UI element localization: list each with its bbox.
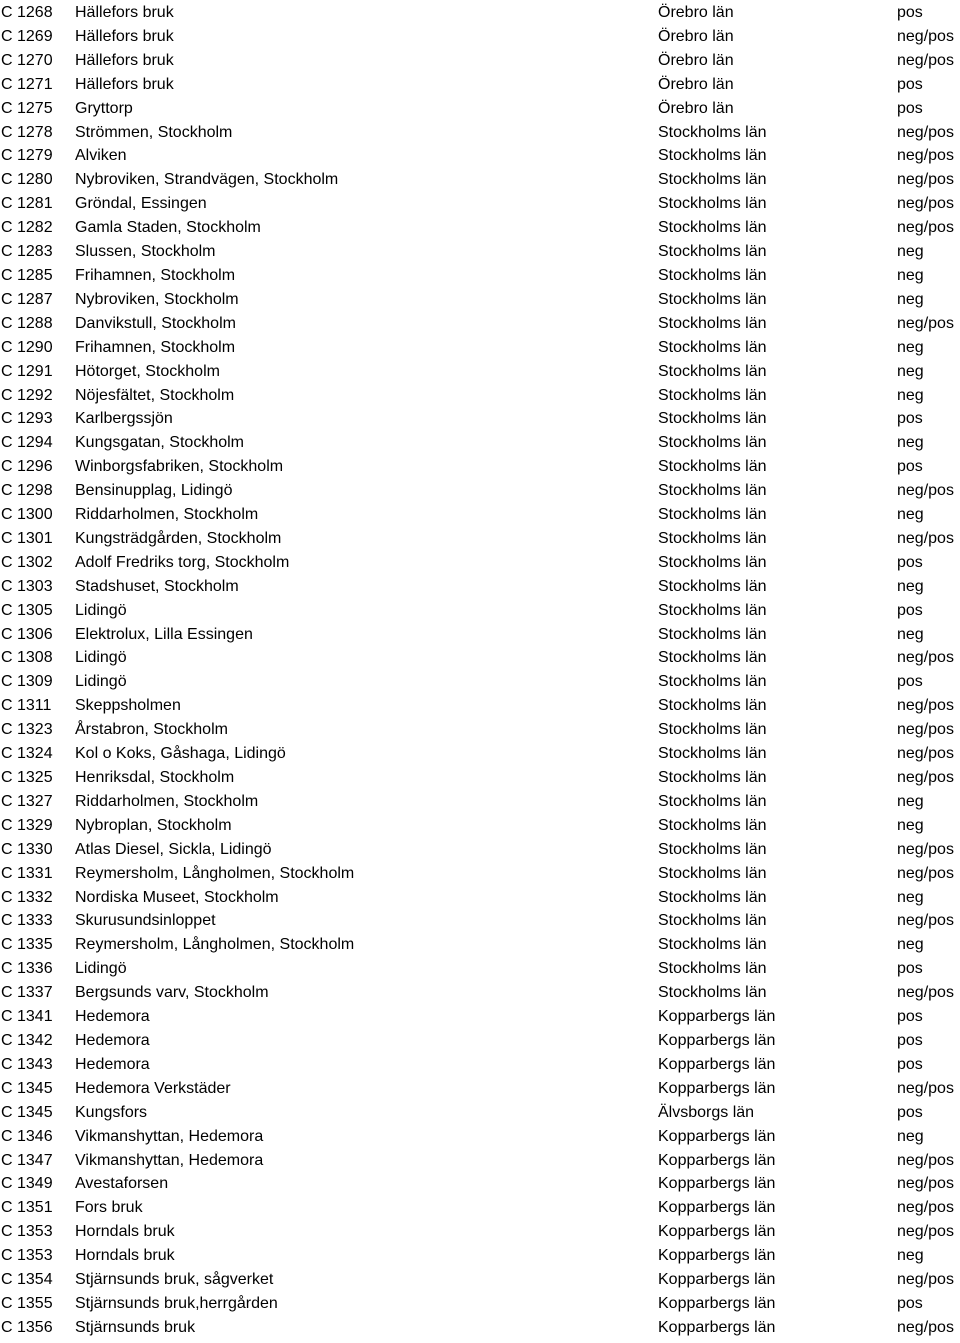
- list-item: [0, 981, 960, 1005]
- place-name: Strömmen, Stockholm: [75, 123, 233, 141]
- status-value: neg/pos: [897, 1318, 954, 1336]
- place-name: Nybroplan, Stockholm: [75, 816, 232, 834]
- county-name: Stockholms län: [658, 219, 767, 237]
- list-item: [0, 312, 960, 336]
- status-value: neg/pos: [897, 840, 954, 858]
- county-name: Örebro län: [658, 99, 734, 117]
- catalog-code: C 1332: [1, 888, 53, 906]
- place-name: Gamla Staden, Stockholm: [75, 219, 261, 237]
- status-value: pos: [897, 673, 923, 691]
- list-item: [0, 670, 960, 694]
- catalog-code: C 1282: [1, 219, 53, 237]
- status-value: neg: [897, 936, 924, 954]
- catalog-code: C 1301: [1, 529, 53, 547]
- place-name: Hällefors bruk: [75, 51, 174, 69]
- place-name: Lidingö: [75, 673, 127, 691]
- list-item: [0, 192, 960, 216]
- list-item: [0, 1, 960, 25]
- catalog-code: C 1287: [1, 290, 53, 308]
- place-name: Karlbergssjön: [75, 410, 173, 428]
- status-value: neg: [897, 1127, 924, 1145]
- status-value: neg/pos: [897, 51, 954, 69]
- status-value: neg: [897, 1247, 924, 1265]
- place-name: Stjärnsunds bruk: [75, 1318, 196, 1336]
- list-item: [0, 240, 960, 264]
- status-value: neg: [897, 266, 924, 284]
- county-name: Örebro län: [658, 51, 734, 69]
- place-name: Kungsträdgården, Stockholm: [75, 529, 282, 547]
- county-name: Stockholms län: [658, 362, 767, 380]
- county-name: Stockholms län: [658, 721, 767, 739]
- place-name: Skeppsholmen: [75, 697, 181, 715]
- list-item: [0, 1125, 960, 1149]
- list-item: [0, 384, 960, 408]
- list-item: [0, 360, 960, 384]
- county-name: Stockholms län: [658, 553, 767, 571]
- status-value: neg/pos: [897, 1271, 954, 1289]
- status-value: neg/pos: [897, 769, 954, 786]
- list-item: [0, 886, 960, 910]
- county-name: Stockholms län: [658, 171, 767, 189]
- place-name: Reymersholm, Långholmen, Stockholm: [75, 864, 355, 882]
- status-value: pos: [897, 1103, 923, 1121]
- catalog-code: C 1354: [1, 1271, 53, 1289]
- place-name: Winborgsfabriken, Stockholm: [75, 458, 284, 476]
- county-name: Stockholms län: [658, 147, 767, 165]
- place-name: Skurusundsinloppet: [75, 912, 216, 930]
- list-item: [0, 479, 960, 503]
- place-name: Stjärnsunds bruk, sågverket: [75, 1271, 274, 1289]
- list-item: [0, 216, 960, 240]
- status-value: neg: [897, 577, 924, 595]
- place-name: Vikmanshyttan, Hedemora: [75, 1151, 264, 1169]
- place-name: Årstabron, Stockholm: [75, 721, 228, 739]
- list-item: [0, 1244, 960, 1268]
- status-value: neg: [897, 816, 924, 834]
- list-item: [0, 862, 960, 886]
- status-value: neg/pos: [897, 1079, 954, 1097]
- county-name: Stockholms län: [658, 290, 767, 308]
- county-name: Örebro län: [658, 4, 734, 21]
- catalog-code: C 1333: [1, 912, 53, 930]
- catalog-code: C 1329: [1, 816, 53, 834]
- county-name: Stockholms län: [658, 864, 767, 882]
- catalog-code: C 1291: [1, 362, 53, 380]
- list-item: [0, 909, 960, 933]
- catalog-code: C 1296: [1, 458, 53, 476]
- county-name: Stockholms län: [658, 243, 767, 261]
- list-item: [0, 49, 960, 73]
- list-item: [0, 1220, 960, 1244]
- county-name: Stockholms län: [658, 936, 767, 954]
- county-name: Stockholms län: [658, 697, 767, 715]
- status-value: neg: [897, 243, 924, 261]
- county-name: Stockholms län: [658, 434, 767, 452]
- catalog-code: C 1271: [1, 75, 53, 93]
- status-value: pos: [897, 458, 923, 476]
- status-value: neg/pos: [897, 721, 954, 739]
- catalog-code: C 1269: [1, 27, 53, 45]
- place-name: Hedemora: [75, 1008, 150, 1026]
- list-item: [0, 288, 960, 312]
- county-name: Kopparbergs län: [658, 1223, 776, 1241]
- place-name: Nybroviken, Strandvägen, Stockholm: [75, 171, 339, 189]
- county-name: Kopparbergs län: [658, 1247, 776, 1265]
- county-name: Stockholms län: [658, 649, 767, 667]
- place-name: Slussen, Stockholm: [75, 243, 216, 261]
- status-value: pos: [897, 960, 923, 978]
- place-name: Stadshuset, Stockholm: [75, 577, 239, 595]
- place-name: Hällefors bruk: [75, 4, 174, 21]
- list-item: [0, 694, 960, 718]
- place-name: Hedemora Verkstäder: [75, 1079, 231, 1097]
- county-name: Kopparbergs län: [658, 1199, 776, 1217]
- list-item: [0, 814, 960, 838]
- list-item: [0, 431, 960, 455]
- county-name: Kopparbergs län: [658, 1151, 776, 1169]
- county-name: Stockholms län: [658, 625, 767, 643]
- catalog-code: C 1325: [1, 769, 53, 786]
- status-value: neg: [897, 362, 924, 380]
- place-name: Hällefors bruk: [75, 75, 174, 93]
- place-name: Riddarholmen, Stockholm: [75, 792, 259, 810]
- status-value: pos: [897, 601, 923, 619]
- status-value: neg: [897, 290, 924, 308]
- place-name: Riddarholmen, Stockholm: [75, 506, 259, 524]
- catalog-code: C 1327: [1, 792, 53, 810]
- status-value: neg/pos: [897, 482, 954, 500]
- place-name: Lidingö: [75, 649, 127, 667]
- list-item: [0, 766, 960, 790]
- status-value: neg: [897, 792, 924, 810]
- list-item: [0, 73, 960, 97]
- place-name: Gryttorp: [75, 99, 133, 117]
- catalog-code: C 1347: [1, 1151, 53, 1169]
- status-value: pos: [897, 1031, 923, 1049]
- catalog-code: C 1302: [1, 553, 53, 571]
- county-name: Stockholms län: [658, 386, 767, 404]
- status-value: neg/pos: [897, 147, 954, 165]
- status-value: neg: [897, 506, 924, 524]
- place-name: Stjärnsunds bruk,herrgården: [75, 1294, 278, 1312]
- status-value: neg/pos: [897, 171, 954, 189]
- catalog-code: C 1281: [1, 195, 53, 213]
- list-item: [0, 551, 960, 575]
- place-name: Hällefors bruk: [75, 27, 174, 45]
- county-name: Stockholms län: [658, 816, 767, 834]
- county-name: Stockholms län: [658, 195, 767, 213]
- list-item: [0, 933, 960, 957]
- county-name: Örebro län: [658, 27, 734, 45]
- county-name: Kopparbergs län: [658, 1294, 776, 1312]
- catalog-code: C 1268: [1, 4, 53, 21]
- status-value: neg/pos: [897, 912, 954, 930]
- place-name: Fors bruk: [75, 1199, 143, 1217]
- list-item: [0, 455, 960, 479]
- catalog-code: C 1335: [1, 936, 53, 954]
- catalog-code: C 1336: [1, 960, 53, 978]
- catalog-code: C 1288: [1, 314, 53, 332]
- county-name: Stockholms län: [658, 482, 767, 500]
- list-item: [0, 1053, 960, 1077]
- place-name: Bergsunds varv, Stockholm: [75, 984, 269, 1002]
- list-item: [0, 790, 960, 814]
- status-value: neg: [897, 625, 924, 643]
- list-item: [0, 623, 960, 647]
- list-item: [0, 336, 960, 360]
- catalog-code: C 1331: [1, 864, 53, 882]
- county-name: Kopparbergs län: [658, 1079, 776, 1097]
- list-item: [0, 97, 960, 121]
- catalog-code: C 1290: [1, 338, 53, 356]
- catalog-code: C 1292: [1, 386, 53, 404]
- county-name: Stockholms län: [658, 888, 767, 906]
- status-value: neg/pos: [897, 1151, 954, 1169]
- status-value: pos: [897, 1008, 923, 1026]
- place-name: Danvikstull, Stockholm: [75, 314, 236, 332]
- county-name: Stockholms län: [658, 673, 767, 691]
- catalog-code: C 1270: [1, 51, 53, 69]
- catalog-code: C 1356: [1, 1318, 53, 1336]
- catalog-code: C 1311: [1, 697, 52, 715]
- status-value: neg: [897, 888, 924, 906]
- place-name: Gröndal, Essingen: [75, 195, 207, 213]
- catalog-code: C 1353: [1, 1247, 53, 1265]
- list-item: [0, 1172, 960, 1196]
- list-item: [0, 1316, 960, 1340]
- status-value: neg/pos: [897, 529, 954, 547]
- county-name: Stockholms län: [658, 984, 767, 1002]
- county-name: Stockholms län: [658, 960, 767, 978]
- status-value: neg/pos: [897, 314, 954, 332]
- catalog-code: C 1330: [1, 840, 53, 858]
- county-name: Stockholms län: [658, 458, 767, 476]
- status-value: neg/pos: [897, 864, 954, 882]
- county-name: Stockholms län: [658, 840, 767, 858]
- county-name: Stockholms län: [658, 123, 767, 141]
- county-name: Stockholms län: [658, 601, 767, 619]
- place-name: Frihamnen, Stockholm: [75, 338, 236, 356]
- county-name: Kopparbergs län: [658, 1175, 776, 1193]
- place-name: Avestaforsen: [75, 1175, 169, 1193]
- status-value: neg/pos: [897, 123, 954, 141]
- list-item: [0, 1029, 960, 1053]
- catalog-code: C 1345: [1, 1079, 53, 1097]
- status-value: neg/pos: [897, 1175, 954, 1193]
- list-item: [0, 1077, 960, 1101]
- status-value: neg/pos: [897, 219, 954, 237]
- list-item: [0, 503, 960, 527]
- county-name: Stockholms län: [658, 769, 767, 786]
- place-name: Elektrolux, Lilla Essingen: [75, 625, 253, 643]
- list-item: [0, 407, 960, 431]
- status-value: pos: [897, 4, 923, 21]
- catalog-code: C 1308: [1, 649, 53, 667]
- place-name: Kol o Koks, Gåshaga, Lidingö: [75, 745, 286, 763]
- catalog-code: C 1285: [1, 266, 53, 284]
- catalog-code: C 1343: [1, 1055, 53, 1073]
- list-item: [0, 718, 960, 742]
- status-value: neg/pos: [897, 1223, 954, 1241]
- list-item: [0, 121, 960, 145]
- county-name: Stockholms län: [658, 912, 767, 930]
- list-item: [0, 599, 960, 623]
- county-name: Stockholms län: [658, 410, 767, 428]
- county-name: Kopparbergs län: [658, 1031, 776, 1049]
- catalog-code: C 1279: [1, 147, 53, 165]
- list-item: [0, 527, 960, 551]
- county-name: Kopparbergs län: [658, 1008, 776, 1026]
- status-value: neg/pos: [897, 27, 954, 45]
- status-value: pos: [897, 1294, 923, 1312]
- list-item: [0, 1149, 960, 1173]
- county-name: Kopparbergs län: [658, 1318, 776, 1336]
- county-name: Kopparbergs län: [658, 1127, 776, 1145]
- list-item: [0, 1005, 960, 1029]
- catalog-code: C 1309: [1, 673, 53, 691]
- catalog-code: C 1283: [1, 243, 53, 261]
- county-name: Stockholms län: [658, 506, 767, 524]
- catalog-code: C 1355: [1, 1294, 53, 1312]
- status-value: neg/pos: [897, 1199, 954, 1217]
- catalog-code: C 1353: [1, 1223, 53, 1241]
- catalog-code: C 1346: [1, 1127, 53, 1145]
- county-name: Kopparbergs län: [658, 1271, 776, 1289]
- place-name: Nybroviken, Stockholm: [75, 290, 239, 308]
- status-value: neg/pos: [897, 649, 954, 667]
- place-name: Kungsgatan, Stockholm: [75, 434, 244, 452]
- place-name: Reymersholm, Långholmen, Stockholm: [75, 936, 355, 954]
- list-item: [0, 168, 960, 192]
- county-name: Stockholms län: [658, 792, 767, 810]
- catalog-code: C 1280: [1, 171, 53, 189]
- place-name: Hedemora: [75, 1055, 150, 1073]
- list-item: [0, 575, 960, 599]
- county-name: Stockholms län: [658, 577, 767, 595]
- county-name: Stockholms län: [658, 745, 767, 763]
- place-name: Lidingö: [75, 601, 127, 619]
- county-name: Älvsborgs län: [658, 1103, 755, 1121]
- place-name: Vikmanshyttan, Hedemora: [75, 1127, 264, 1145]
- place-name: Frihamnen, Stockholm: [75, 266, 236, 284]
- place-name: Horndals bruk: [75, 1247, 175, 1265]
- list-item: [0, 1101, 960, 1125]
- list-item: [0, 838, 960, 862]
- catalog-code: C 1298: [1, 482, 53, 500]
- place-name: Lidingö: [75, 960, 127, 978]
- status-value: pos: [897, 553, 923, 571]
- place-name: Alviken: [75, 147, 127, 165]
- status-value: neg: [897, 434, 924, 452]
- list-item: [0, 25, 960, 49]
- place-name: Horndals bruk: [75, 1223, 175, 1241]
- catalog-code: C 1278: [1, 123, 53, 141]
- status-value: pos: [897, 1055, 923, 1073]
- county-name: Stockholms län: [658, 314, 767, 332]
- status-value: neg: [897, 338, 924, 356]
- catalog-code: C 1305: [1, 601, 53, 619]
- status-value: pos: [897, 410, 923, 428]
- list-item: [0, 1268, 960, 1292]
- place-name: Adolf Fredriks torg, Stockholm: [75, 553, 290, 571]
- list-item: [0, 144, 960, 168]
- place-name: Henriksdal, Stockholm: [75, 769, 235, 786]
- county-name: Kopparbergs län: [658, 1055, 776, 1073]
- catalog-code: C 1342: [1, 1031, 53, 1049]
- list-item: [0, 1196, 960, 1220]
- place-name: Hötorget, Stockholm: [75, 362, 220, 380]
- place-name: Bensinupplag, Lidingö: [75, 482, 233, 500]
- list-item: [0, 957, 960, 981]
- catalog-code: C 1300: [1, 506, 53, 524]
- catalog-code: C 1323: [1, 721, 53, 739]
- place-name: Hedemora: [75, 1031, 150, 1049]
- place-name: Atlas Diesel, Sickla, Lidingö: [75, 840, 272, 858]
- place-name: Nordiska Museet, Stockholm: [75, 888, 279, 906]
- status-value: neg/pos: [897, 745, 954, 763]
- catalog-code: C 1337: [1, 984, 53, 1002]
- place-name: Nöjesfältet, Stockholm: [75, 386, 235, 404]
- county-name: Stockholms län: [658, 338, 767, 356]
- county-name: Örebro län: [658, 75, 734, 93]
- catalog-code: C 1341: [1, 1008, 53, 1026]
- catalog-code: C 1306: [1, 625, 53, 643]
- catalog-code: C 1351: [1, 1199, 53, 1217]
- catalog-code: C 1349: [1, 1175, 53, 1193]
- place-name: Kungsfors: [75, 1103, 148, 1121]
- catalog-code: C 1324: [1, 745, 53, 763]
- county-name: Stockholms län: [658, 266, 767, 284]
- status-value: neg: [897, 386, 924, 404]
- status-value: neg/pos: [897, 195, 954, 213]
- county-name: Stockholms län: [658, 529, 767, 547]
- list-item: [0, 264, 960, 288]
- list-item: [0, 742, 960, 766]
- status-value: neg/pos: [897, 984, 954, 1002]
- list-item: [0, 1292, 960, 1316]
- catalog-code: C 1275: [1, 99, 53, 117]
- catalog-code: C 1294: [1, 434, 53, 452]
- status-value: neg/pos: [897, 697, 954, 715]
- list-item: [0, 646, 960, 670]
- catalog-code: C 1293: [1, 410, 53, 428]
- status-value: pos: [897, 75, 923, 93]
- status-value: pos: [897, 99, 923, 117]
- catalog-code: C 1345: [1, 1103, 53, 1121]
- catalog-code: C 1303: [1, 577, 53, 595]
